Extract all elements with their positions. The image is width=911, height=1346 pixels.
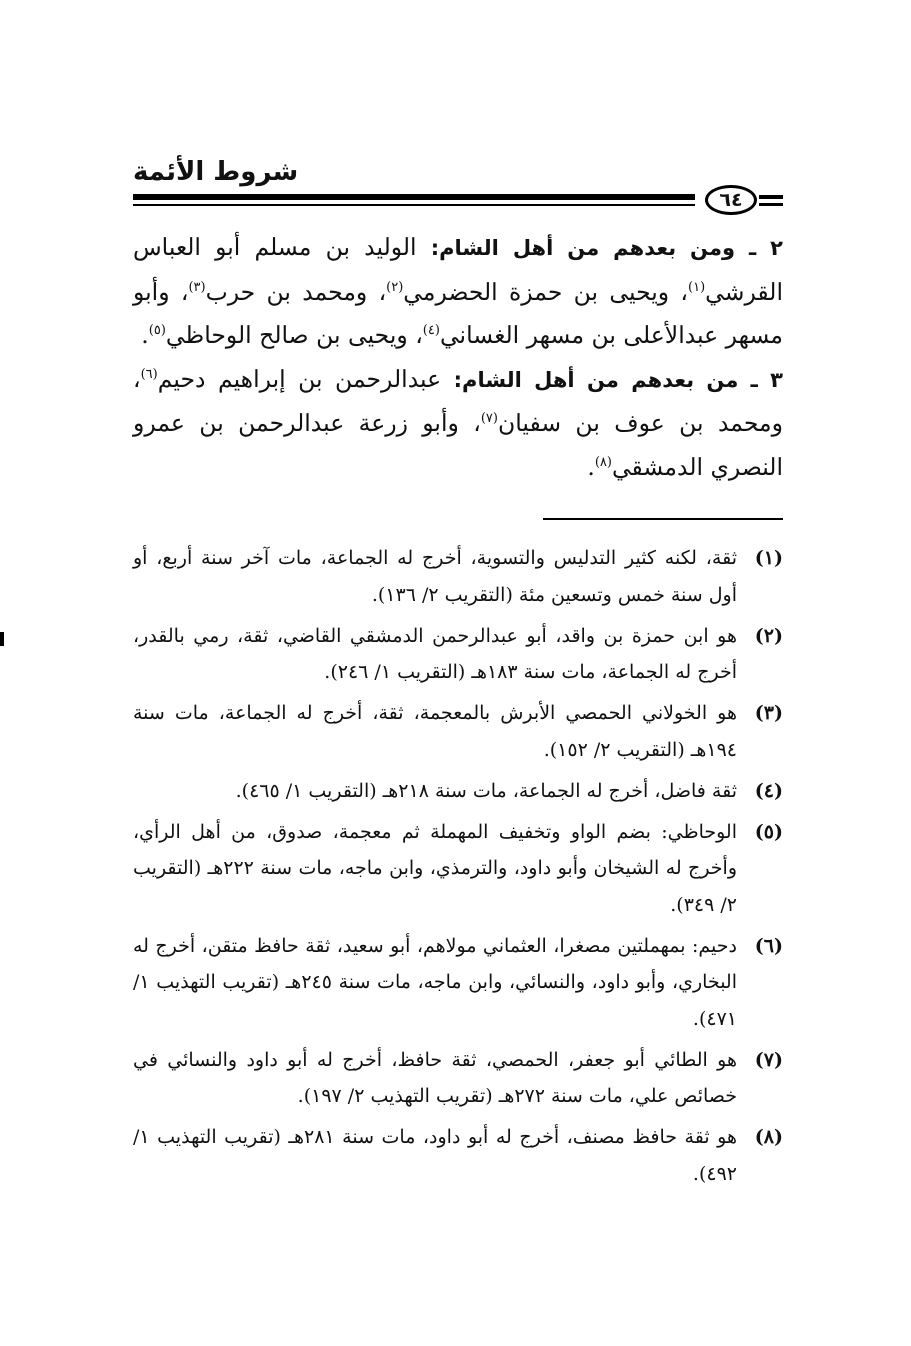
- footnote-ref: (٧): [480, 411, 498, 427]
- footnote-separator: [543, 518, 783, 520]
- footnote-text: هو الخولاني الحمصي الأبرش بالمعجمة، ثقة، أخرج له الجماعة، مات سنة ١٩٤هـ (التقريب ٢/ ١٥٢).: [133, 702, 737, 761]
- footnote: [133, 814, 783, 924]
- footnote-text: هو الطائي أبو جعفر، الحمصي، ثقة حافظ، أخرج له أبو داود والنسائي في خصائص علي، مات سنة ٢٧٢هـ (تقريب التهذيب ٢/ ١٩٧).: [133, 1048, 737, 1107]
- footnote-ref: (١): [688, 279, 706, 295]
- footnote-number: (٥): [754, 820, 783, 843]
- footnote: [133, 1042, 783, 1115]
- footnote-ref: (٥): [148, 323, 166, 339]
- footnote-number: (٢): [754, 624, 783, 647]
- main-text: [133, 226, 783, 489]
- paragraph-text: ، ومحمد بن حرب: [205, 277, 387, 306]
- footnote: [133, 928, 783, 1038]
- paragraph-text: ، ويحيى بن حمزة الحضرمي: [403, 277, 689, 306]
- header-rule-thick: [133, 194, 695, 200]
- header-rule-right-lower: [759, 203, 783, 206]
- footnote-ref: (٢): [386, 279, 404, 295]
- footnote-ref: (٨): [594, 454, 612, 470]
- footnote-text: هو ثقة حافظ مصنف، أخرج له أبو داود، مات سنة ٢٨١هـ (تقريب التهذيب ١/ ٤٩٢).: [133, 1126, 737, 1185]
- footnote-ref: (٦): [140, 366, 158, 382]
- footnote-number: (١): [754, 547, 783, 569]
- page-number: ٦٤: [705, 185, 757, 215]
- footnote: [133, 773, 783, 810]
- footnote: [133, 1119, 783, 1192]
- footnote: [133, 540, 783, 613]
- footnote-number: (٣): [754, 702, 783, 724]
- book-title: شروط الأئمة: [133, 157, 299, 187]
- footnote-number: (٨): [754, 1126, 783, 1148]
- paragraph-text: ، ويحيى بن صالح الوحاظي: [165, 321, 423, 349]
- paragraph-lead: ٣ ـ من بعدهم من أهل الشام:: [453, 367, 783, 392]
- footnote-text: هو ابن حمزة بن واقد، أبو عبدالرحمن الدمشقي القاضي، ثقة، رمي بالقدر، أخرج له الجماعة، مات سنة ١٨٣هـ (التقريب ١/ ٢٤٦).: [133, 624, 737, 683]
- page-header: [133, 152, 783, 212]
- paragraph-text: .: [587, 452, 595, 481]
- footnote-number: (٦): [754, 934, 783, 957]
- footnote: [133, 695, 783, 768]
- footnote-ref: (٤): [422, 323, 440, 339]
- footnote: [133, 618, 783, 691]
- paragraph-text: .: [141, 321, 149, 349]
- footnote-number: (٤): [754, 779, 783, 802]
- margin-mark: [0, 632, 4, 646]
- footnote-text: الوحاظي: بضم الواو وتخفيف المهملة ثم معجمة، صدوق، من أهل الرأي، وأخرج له الشيخان وأبو داود، والترمذي، وابن ماجه، مات سنة ٢٢٢هـ (التقريب ٢/ ٣٤٩).: [133, 820, 737, 916]
- footnote-number: (٧): [754, 1048, 783, 1071]
- paragraph-text: ، وأبو زرعة عبدالرحمن بن عمرو النصري الدمشقي: [133, 409, 783, 481]
- footnotes: [133, 540, 783, 1197]
- paragraph-lead: ٢ ـ ومن بعدهم من أهل الشام:: [430, 236, 783, 260]
- paragraph-text: ، ومحمد بن عوف بن سفيان: [133, 364, 783, 437]
- header-rule-thin: [133, 204, 695, 206]
- paragraph: [133, 226, 783, 358]
- footnote-text: دحيم: بمهملتين مصغرا، العثماني مولاهم، أبو سعيد، ثقة حافظ متقن، أخرج له البخاري، وأبو داود، والنسائي، وابن ماجه، مات سنة ٢٤٥هـ (تقريب التهذيب ١/ ٤٧١).: [133, 934, 737, 1030]
- footnote-text: ثقة، لكنه كثير التدليس والتسوية، أخرج له الجماعة، مات آخر سنة أربع، أو أول سنة خمس وتسعين مئة (التقريب ٢/ ١٣٦).: [133, 547, 737, 606]
- paragraph-text: ، وأبو مسهر عبدالأعلى بن مسهر الغساني: [133, 277, 783, 349]
- footnote-text: ثقة فاضل، أخرج له الجماعة، مات سنة ٢١٨هـ (التقريب ١/ ٤٦٥).: [235, 779, 737, 802]
- paragraph-text: عبدالرحمن بن إبراهيم دحيم: [157, 364, 454, 393]
- footnote-ref: (٣): [188, 279, 206, 295]
- paragraph: [133, 358, 783, 490]
- paragraph-text: الوليد بن مسلم أبو العباس القرشي: [133, 233, 783, 306]
- header-rule-right-upper: [759, 195, 783, 199]
